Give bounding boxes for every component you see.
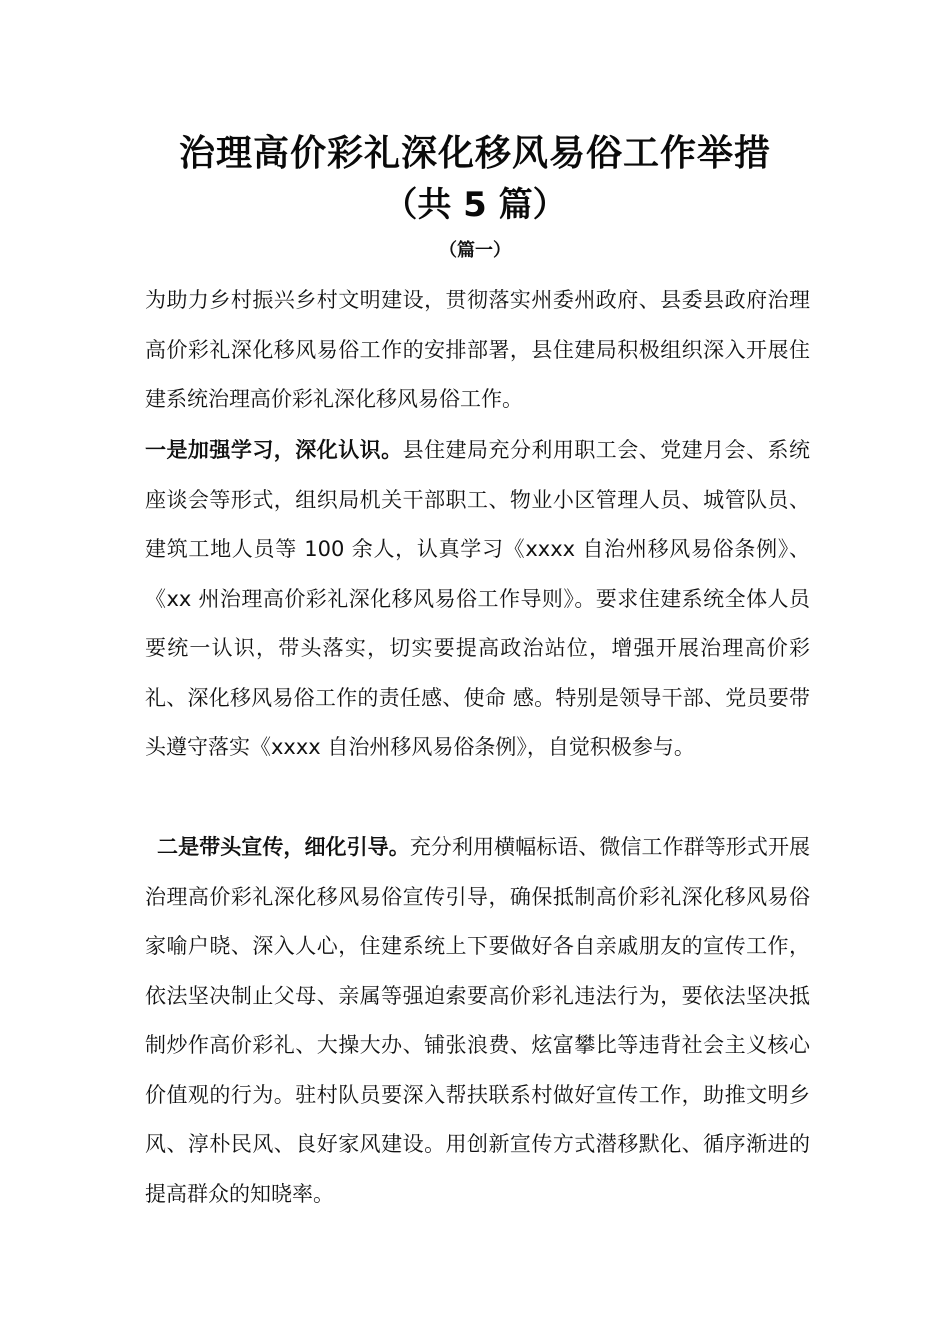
document-subtitle-count: （共 5 篇） [383,185,567,225]
paragraph-publicity [145,823,810,1219]
paragraph-lead: 一是加强学习，深化认识。 [145,438,403,462]
document-title: 治理高价彩礼深化移风易俗工作举措 [178,133,771,174]
part-label: （篇一） [439,240,511,261]
paragraph-study [145,426,810,773]
paragraph-lead: 二是带头宣传，细化引导。 [157,835,410,859]
paragraph-text: 县住建局充分利用职工会、党建月会、系统座谈会等形式，组织局机关干部职工、物业小区管理人员、城管队员、建筑工地人员等 100 余人，认真学习《xxxx 自治州移风易俗条例》、《xx 州治理高价彩礼深化移风易俗工作导则》。要求住建系统全体人员要统一认识，带头落实，切实要提高政治站位，增强开展治理高价彩礼、深化移风易俗工作的责任感、使命 感。特别是领导干部、党员要带头遵守落实《xxxx 自治州移风易俗条例》，自觉积极参与。 [145,438,811,759]
paragraph-text: 为助力乡村振兴乡村文明建设，贯彻落实州委州政府、县委县政府治理高价彩礼深化移风易俗工作的安排部署，县住建局积极组织深入开展住建系统治理高价彩礼深化移风易俗工作。 [145,288,810,411]
paragraph-text: 充分利用横幅标语、微信工作群等形式开展治理高价彩礼深化移风易俗宣传引导，确保抵制高价彩礼深化移风易俗家喻户晓、深入人心，住建系统上下要做好各自亲戚朋友的宣传工作，依法坚决制止父母、亲属等强迫索要高价彩礼违法行为，要依法坚决抵制炒作高价彩礼、大操大办、铺张浪费、炫富攀比等违背社会主义核心价值观的行为。驻村队员要深入帮扶联系村做好宣传工作，助推文明乡风、淳朴民风、良好家风建设。用创新宣传方式潜移默化、循序渐进的提高群众的知晓率。 [145,835,811,1206]
paragraph-intro [145,276,810,425]
